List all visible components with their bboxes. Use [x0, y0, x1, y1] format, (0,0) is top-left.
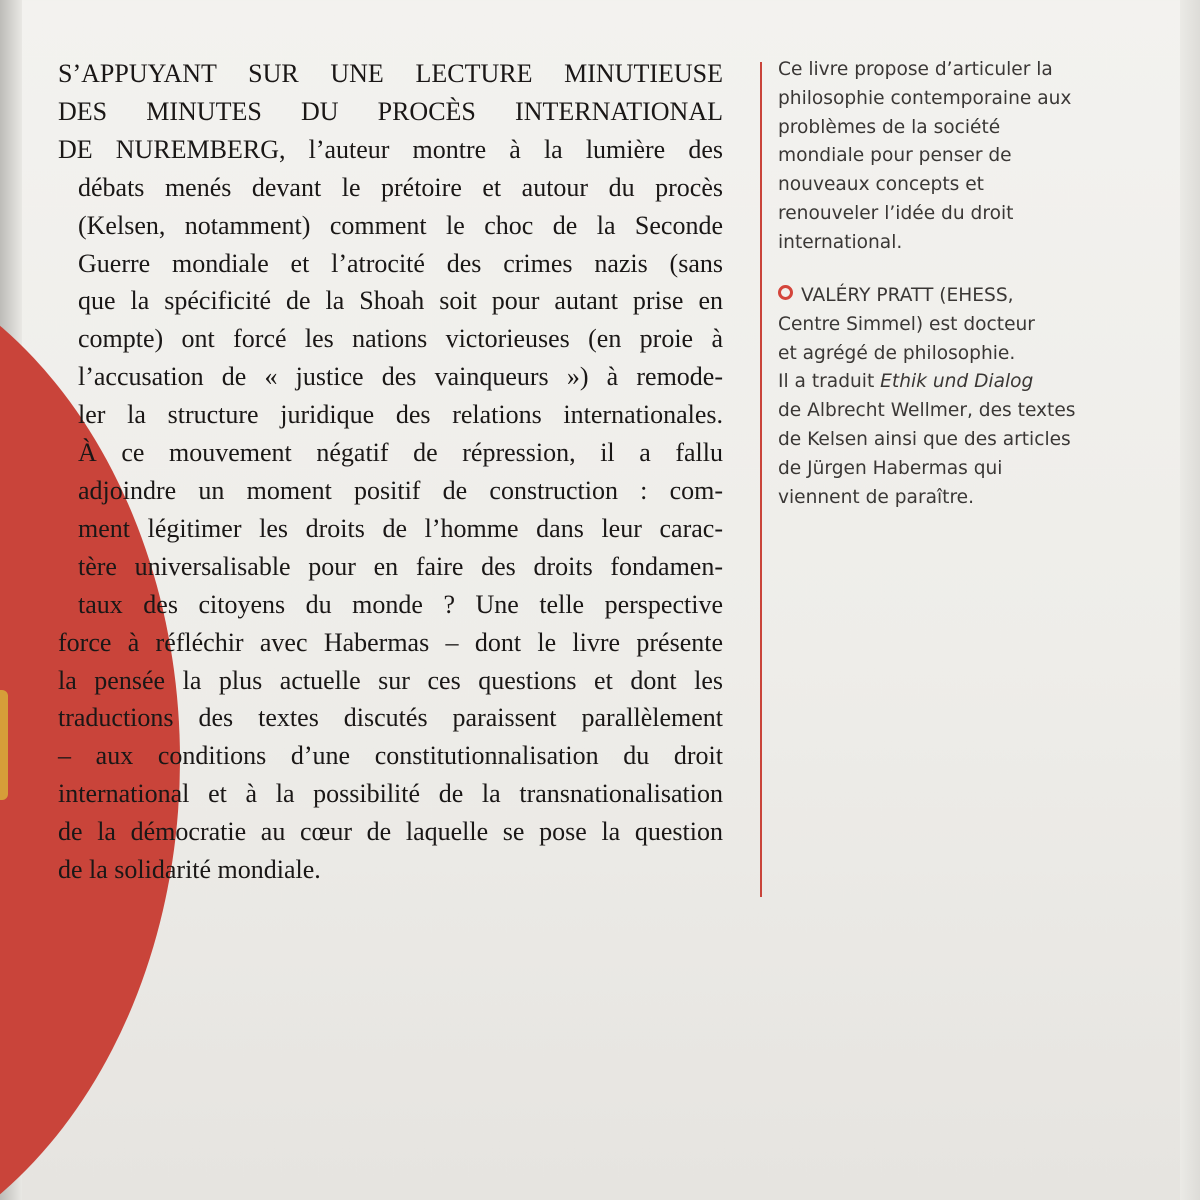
blurb-line: ment légitimer les droits de l’homme dans leur carac-: [78, 513, 723, 543]
main-blurb: [58, 55, 723, 889]
blurb-line: (Kelsen, notamment) comment le choc de la Seconde: [78, 210, 723, 240]
blurb-line: adjoindre un moment positif de construction : com-: [78, 475, 723, 505]
blurb-line: la pensée la plus actuelle sur ces questions et dont les: [58, 665, 723, 695]
author-bio-line: [778, 368, 1178, 397]
author-name: VALÉRY PRATT (EHESS,: [801, 285, 1014, 306]
blurb-line: DES MINUTES DU PROCÈS INTERNATIONAL: [58, 96, 723, 126]
summary-line: Ce livre propose d’articuler la: [778, 59, 1053, 80]
red-vertical-rule: [760, 62, 762, 897]
blurb-line: de la solidarité mondiale.: [58, 855, 321, 885]
author-bio-line: de Jürgen Habermas qui: [778, 457, 1003, 479]
author-bio-line: viennent de paraître.: [778, 486, 975, 508]
blurb-line: de la démocratie au cœur de laquelle se pose la question: [58, 817, 723, 847]
summary-line: philosophie contemporaine aux: [778, 87, 1072, 109]
yellow-accent-graphic: [0, 690, 8, 800]
summary-line: nouveaux concepts et: [778, 174, 984, 196]
summary-line: renouveler l’idée du droit: [778, 202, 1014, 224]
blurb-line: traductions des textes discutés paraissent parallèlement: [58, 703, 723, 733]
blurb-line: que la spécificité de la Shoah soit pour autant prise en: [78, 286, 723, 316]
translation-prefix: Il a traduit: [778, 371, 881, 393]
blurb-line: À ce mouvement négatif de répression, il a fallu: [78, 438, 723, 468]
blurb-line: tère universalisable pour en faire des droits fondamen-: [78, 551, 723, 581]
author-bio-line: Centre Simmel) est docteur: [778, 313, 1035, 335]
page-right-shadow: [1180, 0, 1200, 1200]
blurb-line: DE NUREMBERG, l’auteur montre à la lumière des: [58, 134, 723, 164]
blurb-line: S’APPUYANT SUR UNE LECTURE MINUTIEUSE: [58, 59, 723, 88]
summary-line: mondiale pour penser de: [778, 145, 1012, 167]
author-bio: [778, 282, 1178, 512]
blurb-line: taux des citoyens du monde ? Une telle perspective: [78, 589, 723, 619]
blurb-line: – aux conditions d’une constitutionnalisation du droit: [58, 741, 723, 771]
blurb-line: force à réfléchir avec Habermas – dont le livre présente: [58, 627, 723, 657]
blurb-line: débats menés devant le prétoire et autour du procès: [78, 172, 723, 202]
ring-bullet-icon: [778, 285, 793, 300]
author-bio-line: et agrégé de philosophie.: [778, 342, 1016, 364]
author-bio-line: de Kelsen ainsi que des articles: [778, 428, 1071, 450]
summary-line: problèmes de la société: [778, 116, 1001, 138]
blurb-line: international et à la possibilité de la transnationalisation: [58, 779, 723, 809]
author-bio-line: de Albrecht Wellmer, des textes: [778, 400, 1076, 422]
book-summary: [778, 56, 1178, 258]
summary-line: international.: [778, 231, 903, 253]
translated-book-title: Ethik und Dialog: [880, 371, 1034, 393]
blurb-line: ler la structure juridique des relations internationales.: [78, 400, 723, 430]
blurb-line: Guerre mondiale et l’atrocité des crimes nazis (sans: [78, 248, 723, 278]
blurb-line: compte) ont forcé les nations victorieuses (en proie à: [78, 324, 723, 354]
blurb-line: l’accusation de « justice des vainqueurs ») à remode-: [78, 362, 723, 392]
author-bio-line: [778, 282, 1178, 311]
